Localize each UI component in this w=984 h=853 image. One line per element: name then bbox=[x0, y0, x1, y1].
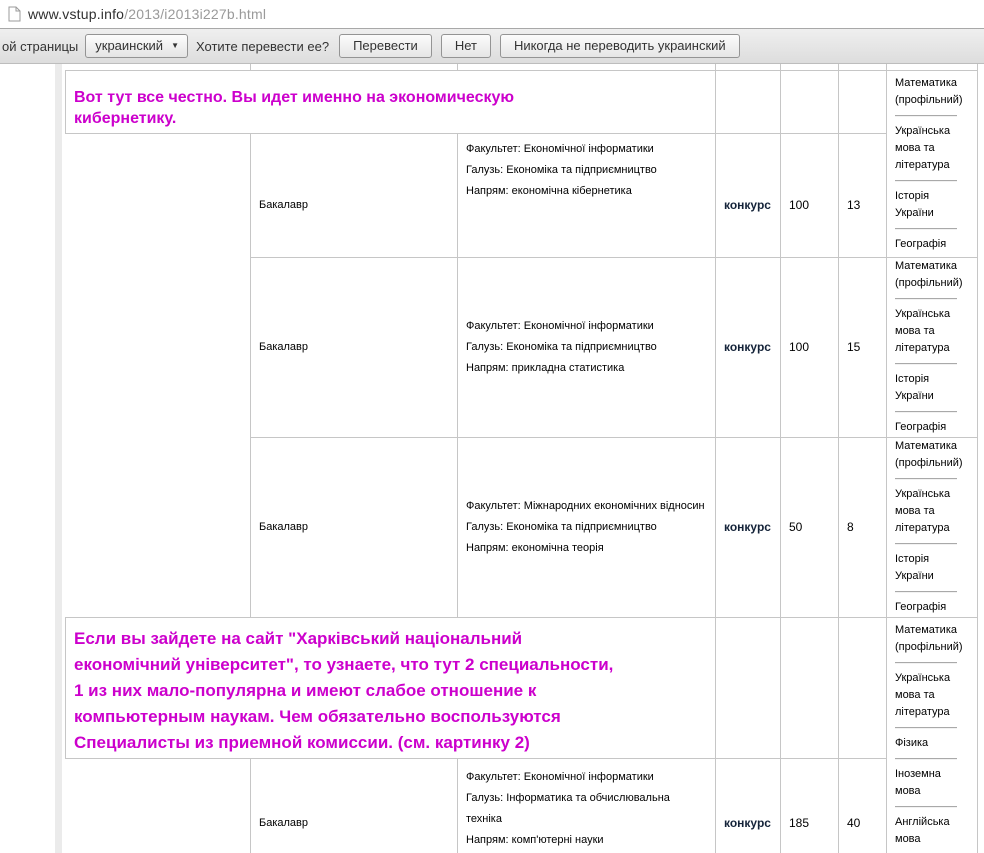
subject-divider bbox=[895, 115, 957, 117]
subject-divider bbox=[895, 363, 957, 365]
subject-divider bbox=[895, 591, 957, 593]
branch-line: Галузь: Економіка та підприємництво bbox=[466, 340, 657, 353]
subject-item: Історія України bbox=[895, 373, 934, 402]
subject-item: Математика (профільний) bbox=[895, 76, 963, 106]
page-icon bbox=[8, 6, 21, 22]
competition-type-cell: конкурс bbox=[716, 133, 781, 257]
licensed-volume-cell: 50 bbox=[781, 437, 839, 617]
admissions-table bbox=[65, 64, 978, 853]
chevron-down-icon: ▼ bbox=[171, 40, 179, 50]
table-row bbox=[66, 133, 978, 257]
subject-item: Іноземна мова bbox=[895, 768, 941, 797]
licensed-volume-cell: 185 bbox=[781, 758, 839, 853]
subject-divider bbox=[895, 411, 957, 413]
program-info-cell bbox=[458, 133, 716, 257]
licensed-volume-cell: 100 bbox=[781, 133, 839, 257]
subject-item: Географія bbox=[895, 237, 947, 250]
competition-type-cell: конкурс bbox=[716, 257, 781, 437]
language-select-value: украинский bbox=[95, 38, 164, 53]
faculty-line: Факультет: Міжнародних економічних відносин bbox=[466, 499, 705, 512]
degree-cell: Бакалавр bbox=[251, 437, 458, 617]
translate-page-label: ой страницы bbox=[2, 38, 79, 54]
subject-item: Математика (профільний) bbox=[895, 440, 963, 469]
quota-cell: 40 bbox=[839, 758, 887, 853]
direction-line: Напрям: економічна теорія bbox=[466, 541, 604, 554]
subject-item: Фізика bbox=[895, 737, 929, 749]
table-row bbox=[66, 437, 978, 617]
direction-line: Напрям: економічна кібернетика bbox=[466, 184, 632, 197]
subject-item: Історія України bbox=[895, 553, 934, 582]
competition-type-cell: конкурс bbox=[716, 437, 781, 617]
table-row bbox=[66, 758, 978, 853]
subject-item: Англійська мова bbox=[895, 816, 950, 845]
subjects-cell bbox=[887, 257, 978, 437]
translate-prompt: Хотите перевести ее? bbox=[195, 38, 330, 54]
competition-type-cell: конкурс bbox=[716, 758, 781, 853]
url-host: www.vstup.info bbox=[28, 6, 125, 22]
subject-item: Українська мова та література bbox=[895, 488, 951, 534]
annotation-row bbox=[66, 70, 978, 133]
translate-button[interactable]: Перевести bbox=[339, 34, 432, 58]
subject-divider bbox=[895, 806, 957, 808]
direction-line: Напрям: прикладна статистика bbox=[466, 361, 625, 374]
subject-item: Географія bbox=[895, 601, 947, 613]
subject-divider bbox=[895, 727, 957, 729]
page-left-edge bbox=[55, 64, 62, 853]
annotation-note-1: Вот тут все честно. Вы идет именно на экономическую кибернетику. bbox=[74, 89, 515, 127]
annotation-row bbox=[66, 617, 978, 758]
subject-divider bbox=[895, 298, 957, 300]
quota-cell: 13 bbox=[839, 133, 887, 257]
branch-line: Галузь: Економіка та підприємництво bbox=[466, 520, 657, 533]
subject-item: Математика (профільний) bbox=[895, 260, 963, 289]
quota-cell: 15 bbox=[839, 257, 887, 437]
annotation-note-2: Если вы зайдете на сайт "Харківський національний економічний університет", то узнаете, что тут 2 специальности, 1 из них мало-популярна и имеют слабое отношение к компьютерным наукам. Чем обязательно воспользуются Специалисты из приемной комиссии. (см. картинку 2) bbox=[74, 629, 614, 752]
subject-item: Українська мова та література bbox=[895, 672, 951, 718]
faculty-line: Факультет: Економічної інформатики bbox=[466, 770, 654, 783]
subjects-cell bbox=[887, 70, 978, 257]
address-bar[interactable] bbox=[0, 0, 984, 28]
faculty-line: Факультет: Економічної інформатики bbox=[466, 142, 654, 155]
subject-divider bbox=[895, 543, 957, 545]
subject-item: Історія України bbox=[895, 189, 934, 219]
program-info-cell bbox=[458, 437, 716, 617]
subject-item: Українська мова та література bbox=[895, 308, 951, 354]
degree-cell: Бакалавр bbox=[251, 758, 458, 853]
subject-divider bbox=[895, 228, 957, 230]
subject-divider bbox=[895, 478, 957, 480]
quota-cell: 8 bbox=[839, 437, 887, 617]
url-path: /2013/i2013i227b.html bbox=[124, 6, 267, 22]
faculty-line: Факультет: Економічної інформатики bbox=[466, 319, 654, 332]
branch-line: Галузь: Інформатика та обчислювальна техніка bbox=[466, 791, 670, 825]
licensed-volume-cell: 100 bbox=[781, 257, 839, 437]
translate-infobar bbox=[0, 28, 984, 64]
subject-divider bbox=[895, 758, 957, 760]
subjects-cell bbox=[887, 437, 978, 617]
branch-line: Галузь: Економіка та підприємництво bbox=[466, 163, 657, 176]
subject-divider bbox=[895, 180, 957, 182]
subject-divider bbox=[895, 662, 957, 664]
language-select[interactable] bbox=[85, 34, 188, 58]
direction-line: Напрям: комп'ютерні науки bbox=[466, 833, 604, 846]
no-button[interactable]: Нет bbox=[441, 34, 491, 58]
subject-item: Географія bbox=[895, 421, 947, 433]
program-info-cell bbox=[458, 257, 716, 437]
never-translate-button[interactable]: Никогда не переводить украинский bbox=[500, 34, 740, 58]
degree-cell: Бакалавр bbox=[251, 257, 458, 437]
subjects-cell bbox=[887, 617, 978, 853]
degree-cell: Бакалавр bbox=[251, 133, 458, 257]
program-info-cell bbox=[458, 758, 716, 853]
subject-item: Українська мова та література bbox=[895, 124, 951, 171]
subject-item: Математика (профільний) bbox=[895, 624, 963, 653]
table-row bbox=[66, 257, 978, 437]
